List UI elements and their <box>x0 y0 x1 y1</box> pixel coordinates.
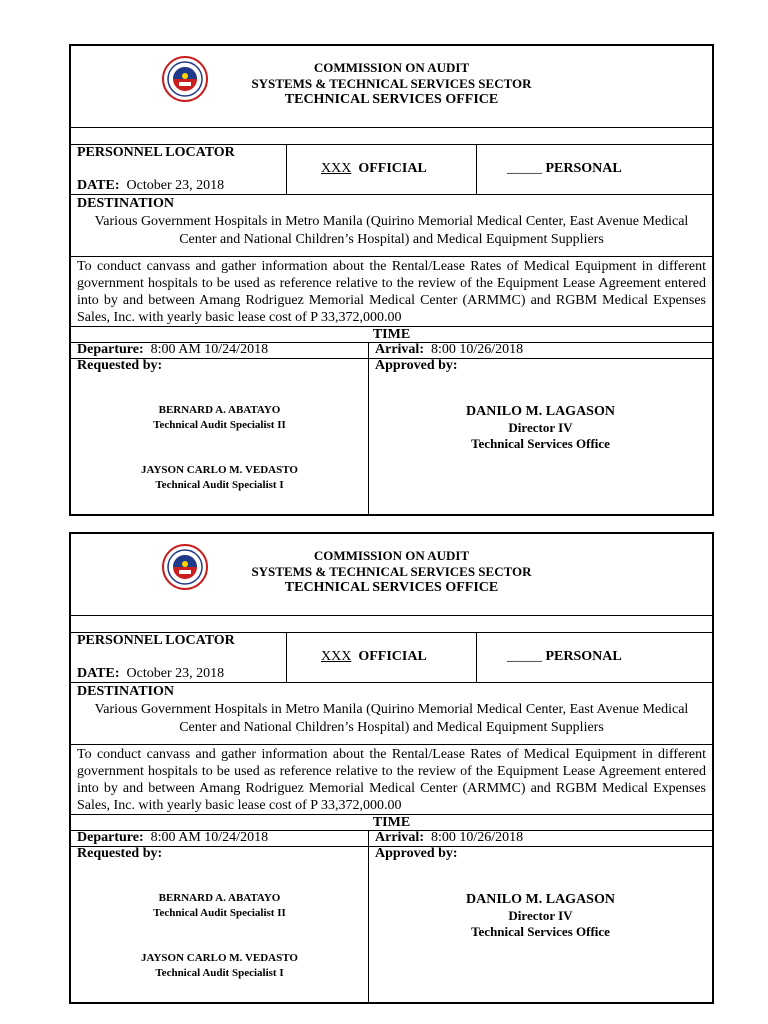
arrival-value: 8:00 10/26/2018 <box>430 342 524 357</box>
time-heading: TIME <box>71 327 712 343</box>
form-header <box>71 46 712 128</box>
spacer-row <box>71 616 712 633</box>
requester-2-name: JAYSON CARLO M. VEDASTO <box>141 952 298 964</box>
date-line <box>77 666 224 682</box>
date-label: DATE: <box>77 178 120 193</box>
header-text <box>71 548 712 596</box>
locator-row <box>71 145 712 195</box>
personal-mark: _____ <box>507 649 542 664</box>
arrival-value: 8:00 10/26/2018 <box>430 830 524 845</box>
departure-label: Departure: <box>77 342 144 357</box>
requester-2-title: Technical Audit Specialist I <box>155 967 284 979</box>
signature-row <box>71 847 712 1002</box>
header-line2: SYSTEMS & TECHNICAL SERVICES SECTOR <box>251 76 532 91</box>
destination-row <box>71 683 712 745</box>
personal-option[interactable] <box>507 649 622 665</box>
requester-1-title: Technical Audit Specialist II <box>153 907 286 919</box>
arrival-cell <box>369 831 712 846</box>
official-option[interactable] <box>321 161 427 177</box>
locator-title-cell <box>71 145 287 194</box>
requester-1 <box>71 891 368 921</box>
requester-2 <box>71 463 368 493</box>
destination-text: Various Government Hospitals in Metro Manila (Quirino Memorial Medical Center, East Avenue Medical Center and National Children’s Hospital) and Medical Equipment Suppliers <box>94 214 689 247</box>
approver-title: Director IV <box>508 908 573 923</box>
arrival-line <box>375 342 523 358</box>
form-header <box>71 534 712 616</box>
requester-2-title: Technical Audit Specialist I <box>155 479 284 491</box>
destination-label: DESTINATION <box>77 196 174 211</box>
approved-by-cell <box>369 359 712 514</box>
header-text <box>71 60 712 108</box>
destination-row <box>71 195 712 257</box>
personnel-locator-form-1 <box>69 44 714 516</box>
official-label: OFFICIAL <box>358 161 427 176</box>
requested-by-cell <box>71 359 369 514</box>
purpose-text: To conduct canvass and gather information about the Rental/Lease Rates of Medical Equipment in different government hospitals to be used as reference relative to the review of the Equipment Lease Agreement entered into by and between Amang Rodriguez Memorial Medical Center (ARMMC) and RGBM Medical Expenses Sales, Inc. with yearly basic lease cost of P 33,372,000.00 <box>77 259 706 325</box>
approver <box>369 892 712 940</box>
purpose-row <box>71 745 712 815</box>
header-line1: COMMISSION ON AUDIT <box>313 548 470 563</box>
requester-1-name: BERNARD A. ABATAYO <box>158 892 281 904</box>
approver-office: Technical Services Office <box>471 436 610 451</box>
signature-row <box>71 359 712 514</box>
arrival-line <box>375 830 523 846</box>
personnel-locator-form-2 <box>69 532 714 1004</box>
departure-arrival-row <box>71 343 712 359</box>
date-label: DATE: <box>77 666 120 681</box>
personal-label: PERSONAL <box>545 161 622 176</box>
purpose-row <box>71 257 712 327</box>
departure-cell <box>71 343 369 358</box>
personal-mark: _____ <box>507 161 542 176</box>
purpose-text: To conduct canvass and gather information about the Rental/Lease Rates of Medical Equipment in different government hospitals to be used as reference relative to the review of the Equipment Lease Agreement entered into by and between Amang Rodriguez Memorial Medical Center (ARMMC) and RGBM Medical Expenses Sales, Inc. with yearly basic lease cost of P 33,372,000.00 <box>77 747 706 813</box>
header-line3: TECHNICAL SERVICES OFFICE <box>284 580 499 595</box>
personal-label: PERSONAL <box>545 649 622 664</box>
personal-cell <box>477 145 712 194</box>
official-mark: XXX <box>321 649 352 664</box>
approver-office: Technical Services Office <box>471 924 610 939</box>
locator-title: PERSONNEL LOCATOR <box>77 145 235 160</box>
requester-1 <box>71 403 368 433</box>
official-cell <box>287 633 477 682</box>
requester-1-name: BERNARD A. ABATAYO <box>158 404 281 416</box>
departure-arrival-row <box>71 831 712 847</box>
header-line1: COMMISSION ON AUDIT <box>313 60 470 75</box>
personal-cell <box>477 633 712 682</box>
official-option[interactable] <box>321 649 427 665</box>
locator-row <box>71 633 712 683</box>
arrival-label: Arrival: <box>375 342 424 357</box>
requested-by-label: Requested by: <box>77 358 163 373</box>
arrival-cell <box>369 343 712 358</box>
departure-label: Departure: <box>77 830 144 845</box>
departure-value: 8:00 AM 10/24/2018 <box>150 830 269 845</box>
approved-by-label: Approved by: <box>375 358 458 373</box>
date-value: October 23, 2018 <box>126 666 225 681</box>
requester-1-title: Technical Audit Specialist II <box>153 419 286 431</box>
destination-text: Various Government Hospitals in Metro Manila (Quirino Memorial Medical Center, East Avenue Medical Center and National Children’s Hospital) and Medical Equipment Suppliers <box>94 702 689 735</box>
header-line2: SYSTEMS & TECHNICAL SERVICES SECTOR <box>251 564 532 579</box>
official-cell <box>287 145 477 194</box>
official-mark: XXX <box>321 161 352 176</box>
departure-cell <box>71 831 369 846</box>
approved-by-cell <box>369 847 712 1002</box>
arrival-label: Arrival: <box>375 830 424 845</box>
requested-by-cell <box>71 847 369 1002</box>
approved-by-label: Approved by: <box>375 846 458 861</box>
spacer-row <box>71 128 712 145</box>
departure-value: 8:00 AM 10/24/2018 <box>150 342 269 357</box>
requester-2 <box>71 951 368 981</box>
official-label: OFFICIAL <box>358 649 427 664</box>
time-heading: TIME <box>71 815 712 831</box>
date-value: October 23, 2018 <box>126 178 225 193</box>
departure-line <box>77 342 268 358</box>
requested-by-label: Requested by: <box>77 846 163 861</box>
date-line <box>77 178 224 194</box>
locator-title-cell <box>71 633 287 682</box>
locator-title: PERSONNEL LOCATOR <box>77 633 235 648</box>
personal-option[interactable] <box>507 161 622 177</box>
approver-name: DANILO M. LAGASON <box>466 892 615 907</box>
requester-2-name: JAYSON CARLO M. VEDASTO <box>141 464 298 476</box>
approver-title: Director IV <box>508 420 573 435</box>
header-line3: TECHNICAL SERVICES OFFICE <box>284 92 499 107</box>
departure-line <box>77 830 268 846</box>
approver-name: DANILO M. LAGASON <box>466 404 615 419</box>
destination-label: DESTINATION <box>77 684 174 699</box>
approver <box>369 404 712 452</box>
